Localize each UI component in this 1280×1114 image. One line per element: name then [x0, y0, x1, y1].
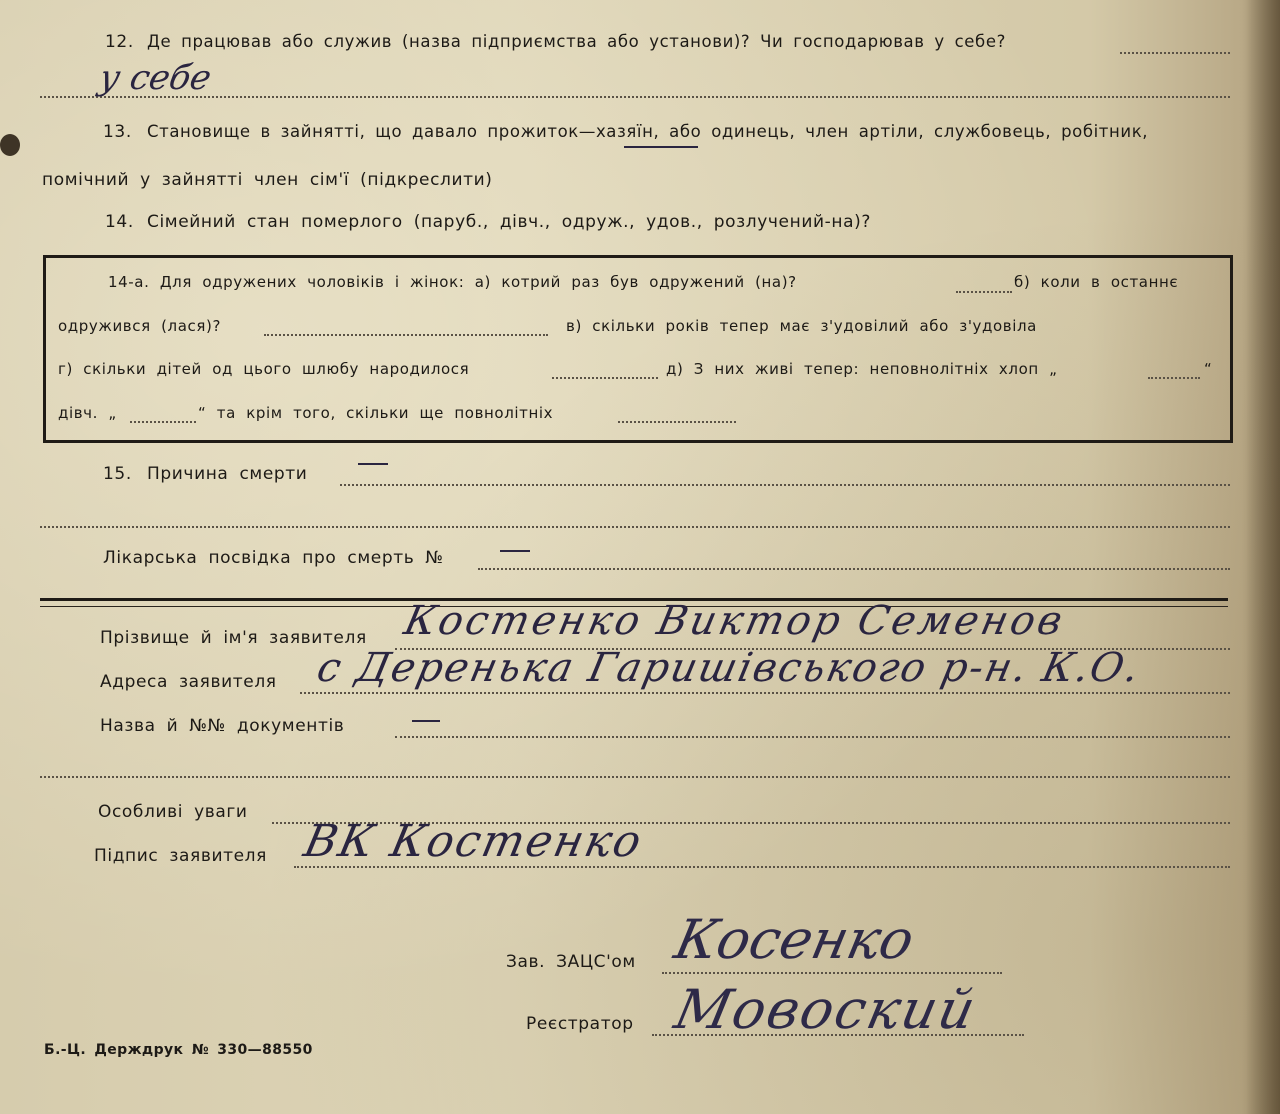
q14a-line4-b: “ та крім того, скільки ще повнолітніх — [198, 404, 554, 422]
head-signature: Косенко — [669, 908, 920, 971]
printer-imprint: Б.-Ц. Держдрук № 330—88550 — [44, 1042, 313, 1058]
punch-hole — [0, 134, 20, 156]
q14a-line1-dots — [956, 291, 1012, 293]
applicant-documents-value — [412, 720, 440, 722]
q14a-line1: 14-а. Для одружених чоловіків і жінок: а) котрий раз був одружений (на)? — [108, 273, 797, 291]
q13-number: 13. — [103, 122, 132, 142]
applicant-name-label: Прізвище й ім'я заявителя — [100, 628, 367, 648]
applicant-documents-extra-line — [40, 776, 1230, 778]
applicant-signature-value: ВК Костенко — [299, 816, 648, 867]
head-signature-line — [662, 972, 1002, 974]
q14a-line2-dots — [264, 334, 548, 336]
q14a-line3-c: “ — [1204, 360, 1213, 378]
applicant-notes-label: Особливі уваги — [98, 802, 248, 822]
page-edge-shadow — [1246, 0, 1280, 1114]
q14a-line3-dots-a — [552, 377, 658, 379]
q12-number: 12. — [105, 32, 134, 52]
applicant-address-label: Адреса заявителя — [100, 672, 277, 692]
q14a-line4-dots-b — [618, 421, 736, 423]
q14a-line2-b: в) скільки років тепер має з'удовілий або з'удовіла — [566, 317, 1037, 335]
registrar-signature: Мовоский — [669, 978, 983, 1041]
q13-label-line2: помічний у зайнятті член сім'ї (підкреслити) — [42, 170, 493, 190]
q15-label: Причина смерти — [147, 464, 308, 484]
q15-number: 15. — [103, 464, 132, 484]
q15-answer — [358, 463, 388, 465]
q13-label-line1: Становище в зайнятті, що давало прожиток—хазяїн, або одинець, член артіли, службовець, робітник, — [147, 122, 1149, 141]
q14-label: Сімейний стан померлого (паруб., дівч., одруж., удов., розлучений-на)? — [147, 212, 871, 232]
applicant-signature-label: Підпис заявителя — [94, 846, 267, 866]
q14-number: 14. — [105, 212, 134, 232]
q12-answer-line — [40, 96, 1230, 98]
q15-extra-line — [40, 526, 1230, 528]
q14a-line1-b: б) коли в останнє — [1014, 273, 1179, 291]
medical-certificate-label: Лікарська посвідка про смерть № — [103, 548, 444, 568]
registrar-label: Реєстратор — [526, 1014, 634, 1034]
medical-certificate-line — [478, 568, 1230, 570]
q14a-line4-a: дівч. „ — [58, 404, 117, 422]
applicant-name-value: Костенко Виктор Семенов — [400, 598, 1070, 644]
q12-dots-a — [1120, 52, 1230, 54]
q14a-line2-a: одружився (лася)? — [58, 317, 222, 335]
q14a-line3-dots-b — [1148, 377, 1200, 379]
medical-certificate-answer — [500, 550, 530, 552]
head-label: Зав. ЗАЦС'ом — [506, 952, 636, 972]
q12-label: Де працював або служив (назва підприємства або установи)? Чи господарював у себе? — [147, 32, 1006, 51]
applicant-address-value: с Деренька Гаришівського р-н. К.О. — [313, 645, 1145, 691]
q12-answer: у себе — [95, 58, 215, 98]
applicant-address-line — [300, 692, 1230, 694]
q14a-line4-dots-a — [130, 421, 196, 423]
q13-hazyain-underline — [624, 146, 698, 148]
q15-answer-line — [340, 484, 1230, 486]
applicant-documents-label: Назва й №№ документів — [100, 716, 345, 736]
q14a-line3-b: д) З них живі тепер: неповнолітніх хлоп „ — [666, 360, 1058, 378]
q14a-line3-a: г) скільки дітей од цього шлюбу народилося — [58, 360, 470, 378]
applicant-documents-line — [395, 736, 1230, 738]
